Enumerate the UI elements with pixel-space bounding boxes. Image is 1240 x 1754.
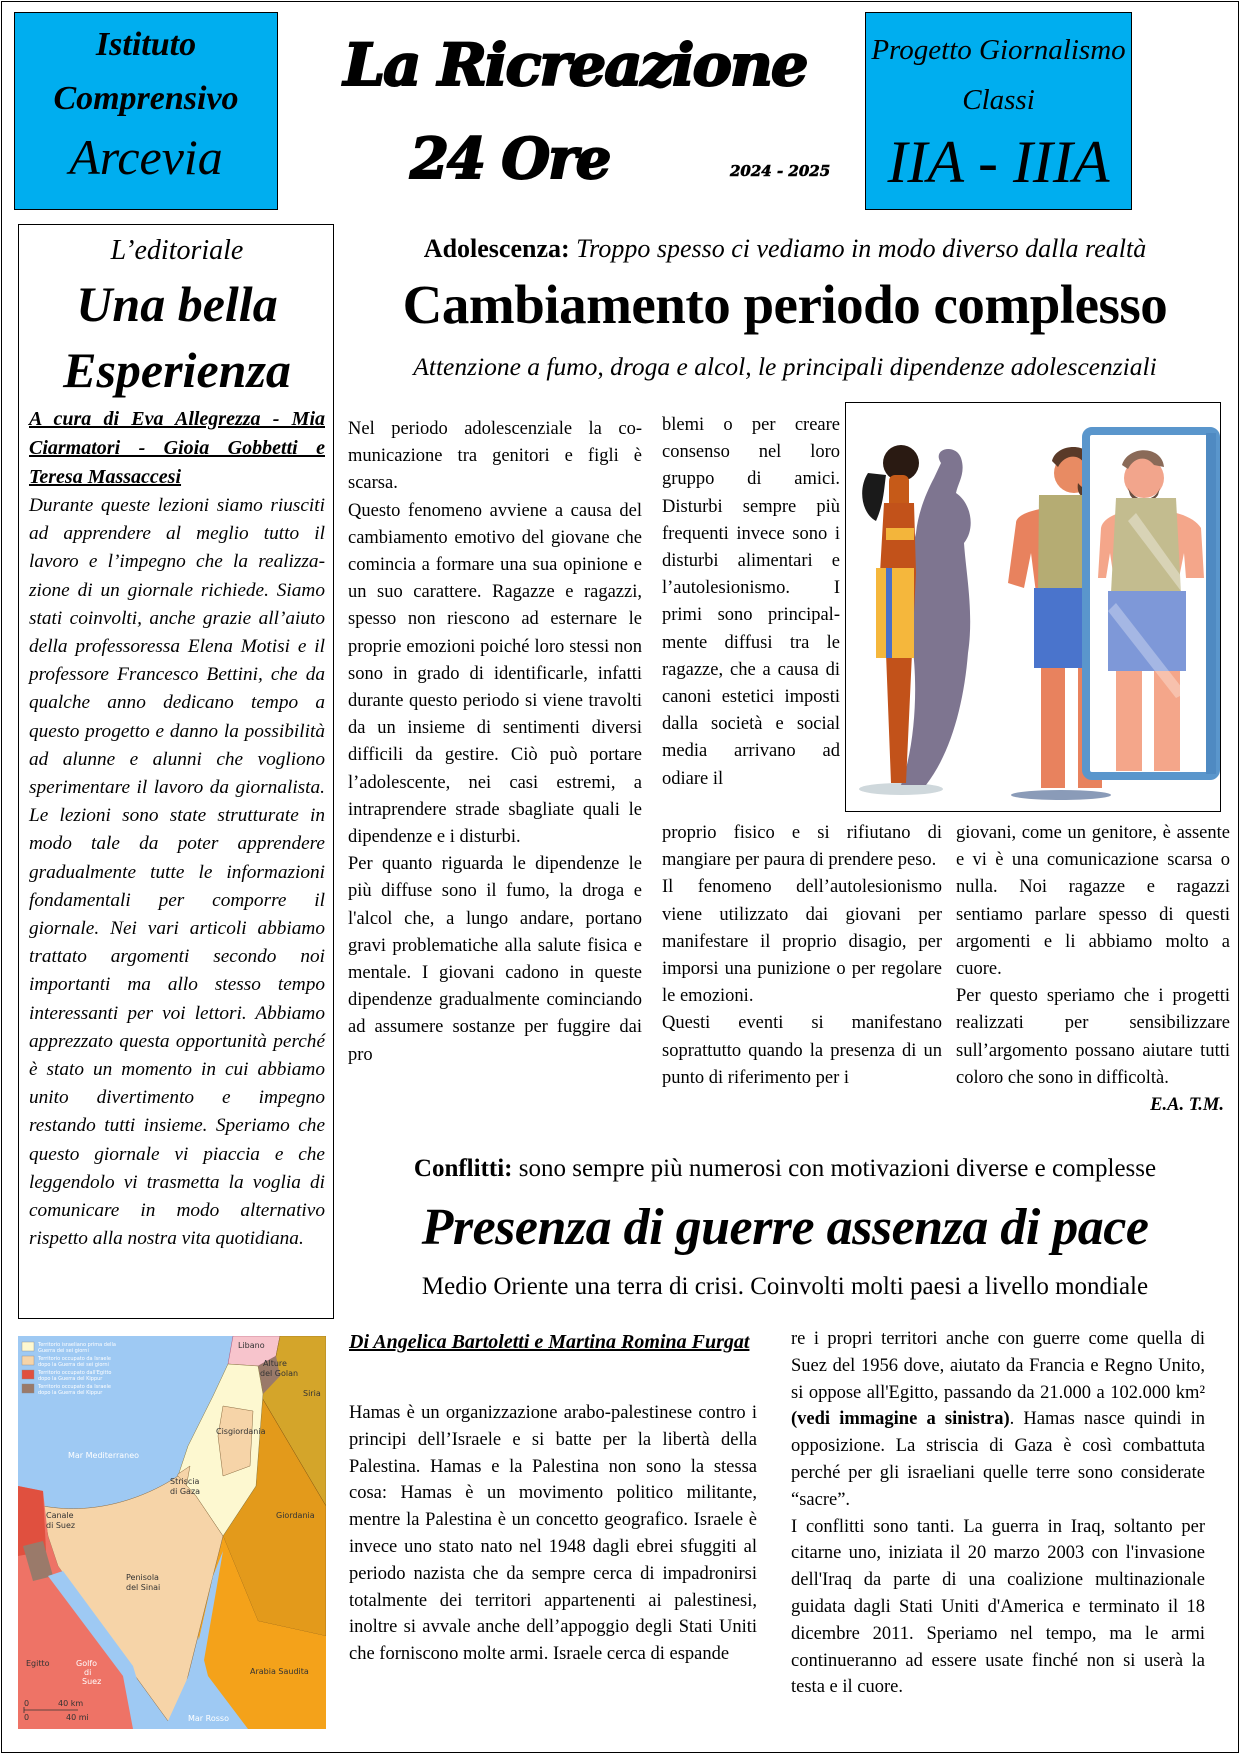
map-label-suez-2: di Suez bbox=[46, 1521, 76, 1530]
adolescence-headline: Cambiamento periodo complesso bbox=[402, 274, 1168, 335]
map-scale-zero-mi: 0 bbox=[24, 1713, 30, 1722]
map-label-libano: Libano bbox=[238, 1341, 265, 1350]
paragraph-text: re i propri territori anche con guerre come quella di Suez del 1956 dove, aiutato da Francia e Regno Unito, si oppose all'Egitto, passando da 21.000 a 102.000 km² bbox=[791, 1329, 1205, 1403]
editorial-kicker: L’editoriale bbox=[110, 235, 244, 266]
map-scale-mi: 40 mi bbox=[66, 1713, 89, 1722]
masthead-subtitle: 24 Ore bbox=[410, 126, 610, 192]
conflicts-column-1 bbox=[349, 1400, 757, 1668]
map-label-mar-rosso: Mar Rosso bbox=[188, 1714, 229, 1723]
adolescence-column-1 bbox=[348, 416, 642, 1069]
paragraph: Il fenomeno dell’autolesionismo viene utilizzato dai giovani per manifestare il proprio disagio, per imporsi una punizione o per regolare le emozioni. bbox=[662, 877, 942, 1007]
map-label-golfo-3: Suez bbox=[82, 1677, 102, 1686]
map-graphic bbox=[18, 1336, 326, 1729]
body-image-illustration bbox=[845, 402, 1221, 812]
map-legend-3b: dopo la Guerra del Kippur bbox=[38, 1376, 103, 1382]
map-scale-zero: 0 bbox=[24, 1699, 30, 1708]
paragraph: proprio fisico e si rifiutano di mangiare per paura di prendere peso. bbox=[662, 823, 942, 871]
paragraph-text: Per questo speriamo che i progetti realizzati per sensibilizzare sull’argomento possano aiutare tutti coloro che sono in difficoltà. bbox=[956, 986, 1230, 1088]
map-legend-1b: Guerra dei sei giorni bbox=[38, 1348, 89, 1354]
conflicts-kicker-label: Conflitti: bbox=[413, 1155, 513, 1182]
map-label-gaza-1: Striscia bbox=[170, 1477, 200, 1486]
project-classes: IIA - IIIA bbox=[887, 129, 1110, 195]
editorial-title-line-1: Una bella bbox=[76, 276, 278, 332]
editorial-body: Durante queste lezioni siamo riusciti ad apprendere al meglio tutto il lavoro e l’impegno che la realizzazione di un giornale richiede. Siamo stati coinvolti, anche grazie all’aiuto della professoressa Elena Motisi e il professore Francesco Bettini, che da qualche anno dedicano tempo a questo progetto e danno la possibilità ad alunne e alunni che vogliono sperimentare il lavoro da giornalista. Le lezioni sono state strutturate in modo tale da poter apprendere gradualmente tutte le informazioni fondamentali per comporre il giornale. Nei vari articoli abbiamo trattato argomenti secondo noi importanti ma allo stesso tempo interessanti per voi lettori. Abbiamo apprezzato questa opportunità perché è stato un momento in cui abbiamo unito divertimento e impegno restando tutti insieme. Speriamo che questo giornale vi piaccia e che leggendolo vi trasmetta la voglia di comunicare in modo alternativo rispetto alla nostra vita quotidiana. bbox=[29, 495, 325, 1250]
paragraph: Questi eventi si manifestano soprattutto quando la presenza di un punto di riferimento per i bbox=[662, 1013, 942, 1088]
adolescence-column-3 bbox=[956, 820, 1230, 1119]
map-legend-3a: Territorio occupato dall'Egitto bbox=[38, 1370, 112, 1376]
adolescence-kicker-label: Adolescenza: bbox=[423, 234, 570, 263]
newspaper-masthead bbox=[290, 30, 860, 192]
map-label-suez-1: Canale bbox=[46, 1511, 74, 1520]
adolescence-kicker bbox=[350, 232, 1220, 266]
map-legend-2b: dopo la Guerra dei sei giorni bbox=[38, 1362, 109, 1368]
conflicts-kicker bbox=[350, 1152, 1220, 1186]
paragraph: Per quanto riguarda le dipendenze le più diffuse sono il fumo, la droga e l'alcol che, a lungo andare, portano gravi problematiche alla salute fisica e mentale. I giovani cadono in queste dipendenze gradualmente cominciando ad assumere sostanze per fuggire dai pro bbox=[348, 854, 642, 1065]
map-label-golfo-1: Golfo bbox=[76, 1659, 98, 1668]
editorial-byline: A cura di Eva Allegrezza - Mia Ciarmatori - Gioia Gobbetti e Teresa Massaccesi bbox=[29, 408, 325, 488]
paragraph: blemi o per creare consenso nel loro gruppo di amici. Disturbi sempre più frequenti invece sono i disturbi alimentari e l’autolesionismo. I primi sono principalmente diffusi tra le ragazze, che a causa di canoni estetici imposti dalla società e social media arrivano ad odiare il bbox=[662, 415, 840, 789]
map-legend-4a: Territorio occupato da Israele bbox=[38, 1384, 111, 1390]
map-label-golan-1: Alture bbox=[263, 1359, 287, 1368]
editorial-title bbox=[29, 275, 325, 399]
author-signature: E.A. T.M. bbox=[1150, 1095, 1224, 1116]
map-label-giordania: Giordania bbox=[276, 1511, 315, 1520]
adolescence-column-2-top bbox=[662, 412, 840, 793]
adolescence-column-2-bottom bbox=[662, 820, 942, 1092]
map-label-golan-2: del Golan bbox=[260, 1369, 299, 1378]
paragraph: I conflitti sono tanti. La guerra in Iraq, soltanto per citarne uno, iniziata il 20 marzo 2003 con l'invasione dell'Iraq da parte di una coalizione multinazionale guidata dagli Stati Uniti d'America e terminato il 18 dicembre 2011. Speriamo nel tempo, ma le armi continueranno ad essere usate finché non si userà la testa e il cuore. bbox=[791, 1516, 1205, 1698]
paragraph: Questo fenomeno avviene a causa del cambiamento emotivo del giovane che comincia a formare una sua opinione e un suo carattere. Ragazze e ragazzi, spesso non riescono ad esternare le proprie emozioni poiché loro stessi non sono in grado di identificarle, infatti durante questo periodo si viene travolti da un insieme di sentimenti diversi difficili da gestire. Ciò può portare l’adolescente, nei casi estremi, a intraprendere strade sbagliate quali le dipendenze e i disturbi. bbox=[348, 500, 642, 848]
school-town: Arcevia bbox=[69, 129, 223, 185]
map-label-golfo-2: di bbox=[84, 1668, 92, 1677]
editorial-title-line-2: Esperienza bbox=[63, 342, 291, 398]
conflicts-column-2 bbox=[791, 1326, 1205, 1701]
map-legend-1a: Territorio israeliano prima della bbox=[38, 1342, 116, 1348]
paragraph: Nel periodo adolescenziale la comunicazione tra genitori e figli è scarsa. bbox=[348, 419, 642, 494]
map-legend-4b: dopo la Guerra del Kippur bbox=[38, 1390, 103, 1396]
map-label-mediterraneo: Mar Mediterraneo bbox=[68, 1451, 140, 1460]
paragraph bbox=[956, 983, 1230, 1116]
paragraph: giovani, come un genitore, è assente e vi è una comunicazione scarsa o nulla. Noi ragazze e ragazzi sentiamo parlare spesso di questi argomenti e li abbiamo molto a cuore. bbox=[956, 823, 1230, 980]
map-label-siria: Siria bbox=[303, 1389, 321, 1398]
adolescence-kicker-text: Troppo spesso ci vediamo in modo diverso dalla realtà bbox=[576, 234, 1147, 263]
school-name-box bbox=[14, 12, 278, 210]
project-line-1: Progetto Giornalismo bbox=[871, 34, 1126, 66]
paragraph: Hamas è un organizzazione arabo-palestinese contro i principi dell’Israele e si batte per la libertà della Palestina. Hamas e la Palestina non sono la stessa cosa: Hamas è un movimento politico militante, mentre la Palestina è un concetto geografico. Israele è invece uno stato nato nel 1948 dagli ebrei sfuggiti al periodo nazista che da sempre cerca di impadronirsi totalmente dei territori appartenenti ai palestinesi, inoltre si avvale anche dell’appoggio degli Stati Uniti che forniscono molte armi. Israele cerca di espande bbox=[349, 1403, 757, 1665]
conflicts-headline: Presenza di guerre assenza di pace bbox=[421, 1199, 1149, 1256]
paragraph-text: . Hamas nasce quindi in opposizione. La striscia di Gaza è così combattuta perché per gli israeliani quelle terre sono considerate “sacre”. bbox=[791, 1409, 1205, 1510]
map-label-gaza-2: di Gaza bbox=[170, 1487, 201, 1496]
image-reference: (vedi immagine a sinistra) bbox=[791, 1409, 1010, 1430]
map-label-sinai-1: Penisola bbox=[126, 1573, 159, 1582]
school-year: 2024 - 2025 bbox=[730, 162, 831, 180]
conflicts-byline: Di Angelica Bartoletti e Martina Romina Furgat bbox=[349, 1331, 750, 1353]
paragraph bbox=[791, 1326, 1205, 1514]
school-line-2: Comprensivo bbox=[53, 80, 239, 117]
project-line-2: Classi bbox=[962, 84, 1035, 116]
map-legend-2a: Territorio occupato da Israele bbox=[38, 1356, 111, 1362]
map-label-cisgiordania: Cisgiordania bbox=[216, 1427, 266, 1436]
middle-east-map bbox=[18, 1336, 326, 1729]
map-label-sinai-2: del Sinai bbox=[126, 1583, 161, 1592]
conflicts-kicker-text: sono sempre più numerosi con motivazioni diverse e complesse bbox=[518, 1155, 1157, 1182]
masthead-title: La Ricreazione bbox=[343, 31, 807, 99]
school-line-1: Istituto bbox=[95, 26, 197, 63]
mirror-scale-illustration-icon bbox=[846, 403, 1221, 812]
editorial-box bbox=[18, 224, 334, 1319]
map-label-egitto: Egitto bbox=[26, 1659, 50, 1668]
map-scale-km: 40 km bbox=[58, 1699, 84, 1708]
conflicts-deck: Medio Oriente una terra di crisi. Coinvolti molti paesi a livello mondiale bbox=[421, 1273, 1149, 1300]
project-box bbox=[865, 12, 1132, 210]
map-label-arabia: Arabia Saudita bbox=[250, 1667, 309, 1676]
adolescence-deck: Attenzione a fumo, droga e alcol, le principali dipendenze adolescenziali bbox=[413, 352, 1157, 381]
